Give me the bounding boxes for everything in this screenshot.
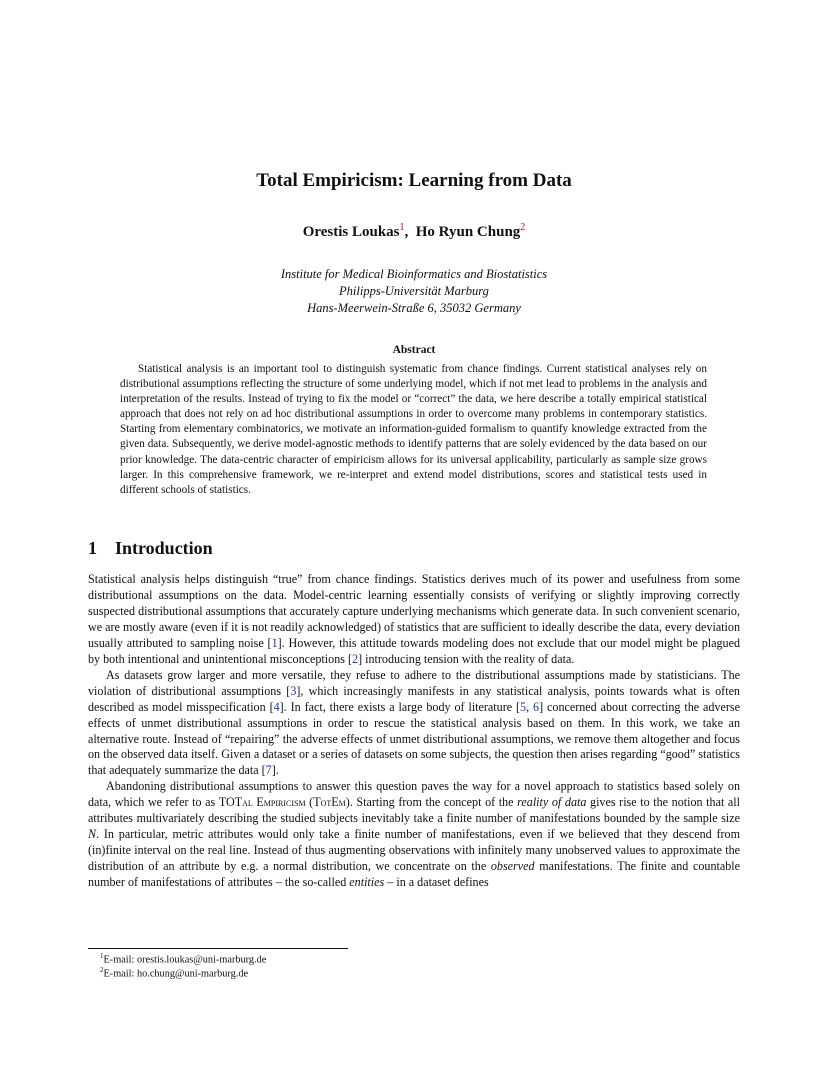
affiliation-line: Philipps-Universität Marburg [339,284,489,298]
author-list: Orestis Loukas$^1$, Ho Ryun Chung$^2$ [302,222,526,240]
section-title: Introduction [115,538,213,558]
section-heading [88,538,213,559]
paper-title: Total Empiricism: Learning from Data [256,170,572,191]
affiliation-line: Institute for Medical Bioinformatics and Biostatistics [280,267,548,281]
paragraph: Statistical analysis helps distinguish “true” from chance findings. Statistics derives much of its power and usefulness from some distributional assumptions on the data. Model-centric learning essentially consists of verifying or slightly improving correctly suspected distributional assumptions that accurately capture underlying mechanisms which generate data. In such convenient scenario, we are mostly aware (even if it is not readily acknowledged) of statistics that are sufficient to ideally describe the data, every deviation usually attributed to sampling noise [1]. However, this attitude towards modeling does not exclude that our model might be plagued by both intentional and unintentional misconceptions [2] introducing tension with the reality of data. [88,572,740,666]
section-number: 1 [88,538,97,558]
abstract-heading: Abstract [392,344,436,356]
footnote-rule [88,948,348,949]
footnote: $^2$E-mail: ho.chung@uni-marburg.de [100,966,249,980]
author-name: Ho Ryun Chung [415,224,521,240]
method-acronym: TotEm [313,795,346,810]
citation-link[interactable]: 6 [533,699,540,714]
footnote-mark[interactable]: 2 [520,222,526,233]
affiliation [0,266,828,317]
citation-link[interactable]: 5 [520,699,527,714]
method-name: TOTal Empiricism [218,795,306,810]
paragraph: As datasets grow larger and more versatile, they refuse to adhere to the distributional assumptions made by statisticians. The violation of distributional assumptions [3], which increasingly manifests in any statistical analysis, points towards what is often described as model misspecification [4]. In fact, there exists a large body of literature [5, 6] concerned about correcting the adverse effects of unmet distributional assumptions in order to rescue the statistical analysis based on them. In this work, we take an alternative route. Instead of “repairing” the adverse effects of unmet distributional assumptions, we remove them altogether and focus on the observed data itself. Given a dataset or a series of datasets on some subjects, the question then arises regarding “good” statistics that adequately summarize the data [7]. [88,667,740,778]
body-text [88,572,740,891]
affiliation-line: Hans-Meerwein-Straße 6, 35032 Germany [307,301,521,315]
citation-link[interactable]: 3 [290,683,297,698]
footnote: $^1$E-mail: orestis.loukas@uni-marburg.de [100,952,267,966]
author-name: Orestis Loukas [302,224,400,240]
abstract-text: Statistical analysis is an important tool to distinguish systematic from chance findings. Current statistical analyses rely on distributional assumptions reflecting the structure of some underlying model, which if not met lead to problems in the analysis and interpretation of the results. Instead of trying to fix the model or “correct” the data, we here describe a totally empirical statistical approach that does not rely on ad hoc distributional assumptions in order to overcome many problems in contemporary statistics. Starting from elementary combinatorics, we motivate an information-guided formalism to quantify knowledge extracted from the given data. Subsequently, we derive model-agnostic methods to identify patterns that are solely evidenced by the data based on our prior knowledge. The data-centric character of empiricism allows for its universal applicability, particularly as sample size grows larger. In this comprehensive framework, we re-interpret and extend model distributions, scores and statistical tests used in different schools of statistics. [120,363,707,496]
citation-link[interactable]: 4 [273,699,280,714]
footnote-mark[interactable]: 1 [399,222,405,233]
paragraph: Abandoning distributional assumptions to answer this question paves the way for a novel approach to statistics based solely on data, which we refer to as TOTal Empiricism (TotEm). Starting from the concept of the reality of data gives rise to the notion that all attributes multivariately describing the studied subjects inevitably take a finite number of manifestations bounded by the sample size N. In particular, metric attributes would only take a finite number of manifestations, even if we believed that they descend from (in)finite interval on the real line. Instead of thus augmenting observations with infinitely many unobserved values to approximate the distribution of an attribute by e.g. a normal distribution, we concentrate on the observed manifestations. The finite and countable number of manifestations of attributes – the so-called entities – in a dataset defines [88,779,741,890]
citation-link[interactable]: 2 [352,651,359,666]
citation-link[interactable]: 7 [265,763,272,778]
citation-link[interactable]: 1 [271,635,278,650]
